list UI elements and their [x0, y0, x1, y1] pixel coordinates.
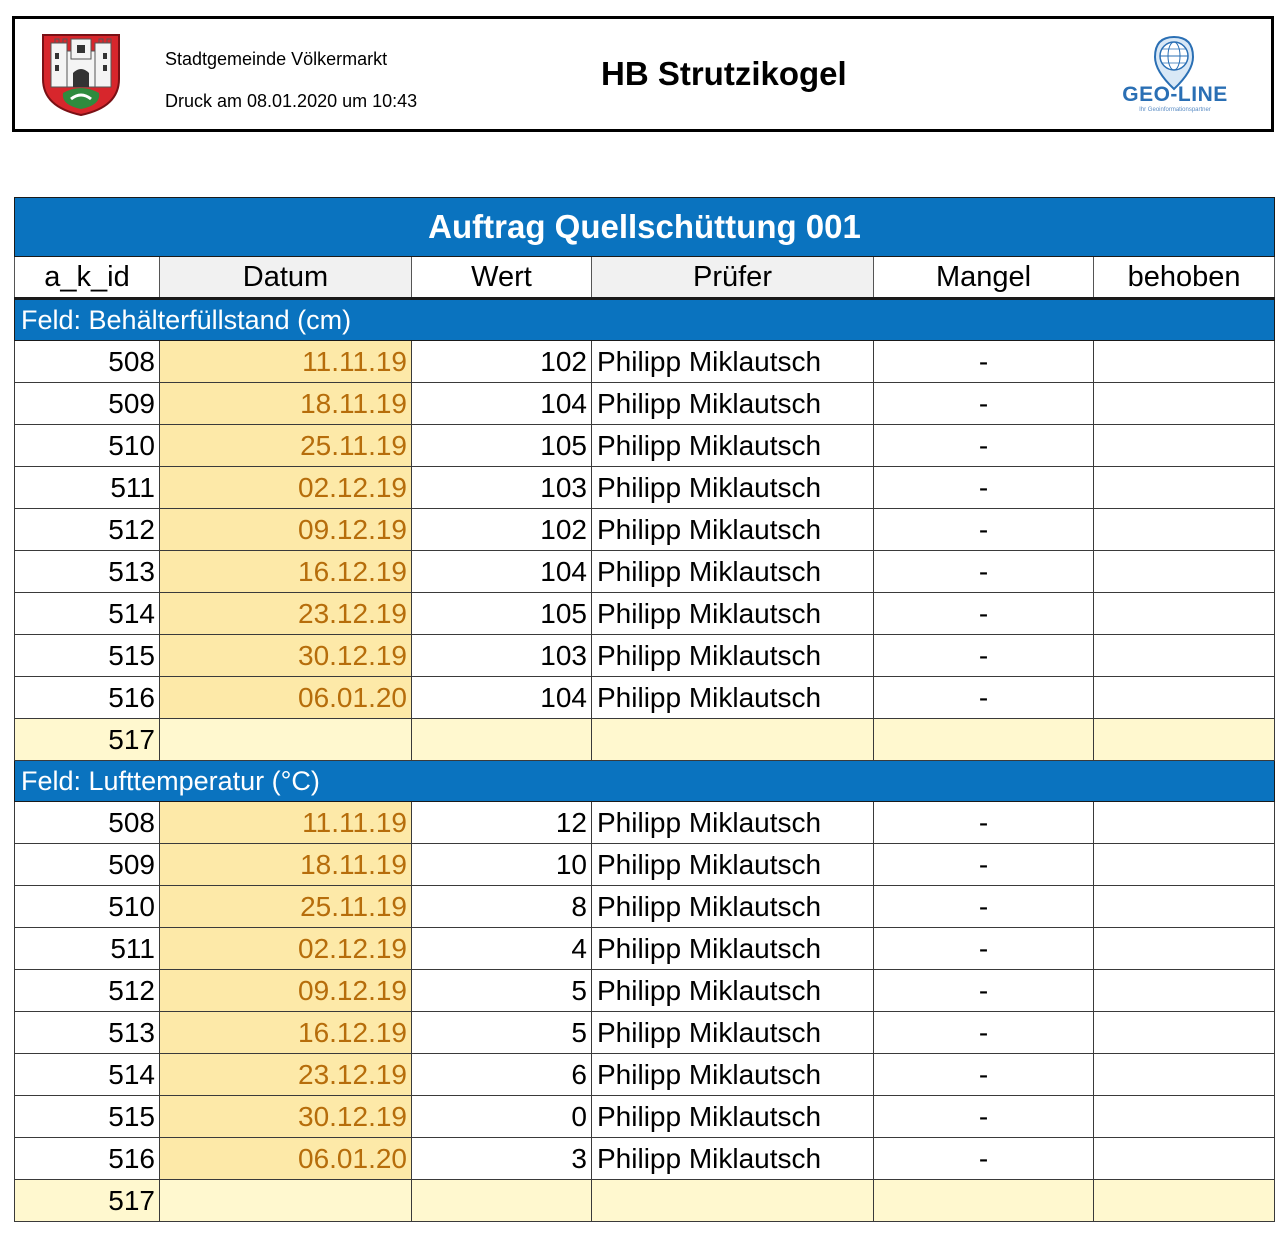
table-row: [15, 341, 1275, 383]
cell-defect: -: [874, 1054, 1094, 1096]
cell-date: [160, 719, 412, 761]
table-row: [15, 425, 1275, 467]
table-row: [15, 467, 1275, 509]
cell-fixed: [1094, 928, 1275, 970]
cell-inspector: Philipp Miklautsch: [592, 886, 874, 928]
cell-fixed: [1094, 509, 1275, 551]
cell-fixed: [1094, 425, 1275, 467]
cell-defect: -: [874, 593, 1094, 635]
cell-value: 104: [412, 677, 592, 719]
cell-fixed: [1094, 1180, 1275, 1222]
logo-tagline: Ihr Geoinformationspartner: [1139, 107, 1211, 113]
cell-value: 105: [412, 425, 592, 467]
cell-id: 510: [15, 425, 160, 467]
table-row: [15, 970, 1275, 1012]
cell-fixed: [1094, 677, 1275, 719]
cell-date: 06.01.20: [160, 677, 412, 719]
cell-id: 516: [15, 1138, 160, 1180]
cell-id: 514: [15, 1054, 160, 1096]
cell-date: 30.12.19: [160, 635, 412, 677]
cell-inspector: Philipp Miklautsch: [592, 383, 874, 425]
cell-inspector: Philipp Miklautsch: [592, 1054, 874, 1096]
cell-value: 102: [412, 341, 592, 383]
cell-fixed: [1094, 719, 1275, 761]
cell-fixed: [1094, 1138, 1275, 1180]
cell-value: 8: [412, 886, 592, 928]
cell-value: 104: [412, 383, 592, 425]
section-label: Feld: Lufttemperatur (°C): [15, 761, 1275, 802]
table-row: [15, 677, 1275, 719]
cell-inspector: Philipp Miklautsch: [592, 677, 874, 719]
coat-of-arms-icon: [41, 33, 121, 117]
cell-inspector: Philipp Miklautsch: [592, 928, 874, 970]
table-row: [15, 1096, 1275, 1138]
cell-id: 512: [15, 509, 160, 551]
cell-date: 02.12.19: [160, 928, 412, 970]
cell-id: 512: [15, 970, 160, 1012]
cell-date: 16.12.19: [160, 551, 412, 593]
cell-date: 09.12.19: [160, 509, 412, 551]
cell-id: 517: [15, 719, 160, 761]
table-body: [15, 299, 1275, 1222]
cell-date: 09.12.19: [160, 970, 412, 1012]
cell-defect: -: [874, 970, 1094, 1012]
section-header-row: [15, 761, 1275, 802]
cell-id: 516: [15, 677, 160, 719]
cell-defect: -: [874, 383, 1094, 425]
column-header-inspector: Prüfer: [592, 257, 874, 299]
table-row: [15, 1180, 1275, 1222]
column-header-date: Datum: [160, 257, 412, 299]
cell-value: 4: [412, 928, 592, 970]
cell-value: 5: [412, 970, 592, 1012]
organization-name: Stadtgemeinde Völkermarkt: [165, 49, 388, 69]
cell-date: 18.11.19: [160, 844, 412, 886]
cell-defect: -: [874, 425, 1094, 467]
inspection-table: [14, 197, 1275, 1222]
table-banner-title: Auftrag Quellschüttung 001: [15, 198, 1275, 257]
table-row: [15, 635, 1275, 677]
cell-inspector: Philipp Miklautsch: [592, 551, 874, 593]
cell-defect: -: [874, 509, 1094, 551]
cell-id: 508: [15, 341, 160, 383]
cell-date: 23.12.19: [160, 1054, 412, 1096]
cell-defect: -: [874, 1096, 1094, 1138]
cell-inspector: Philipp Miklautsch: [592, 970, 874, 1012]
cell-defect: -: [874, 802, 1094, 844]
cell-inspector: Philipp Miklautsch: [592, 593, 874, 635]
cell-id: 510: [15, 886, 160, 928]
cell-fixed: [1094, 341, 1275, 383]
cell-id: 514: [15, 593, 160, 635]
cell-id: 515: [15, 1096, 160, 1138]
cell-date: [160, 1180, 412, 1222]
cell-value: [412, 1180, 592, 1222]
table-row: [15, 1138, 1275, 1180]
print-timestamp: Druck am 08.01.2020 um 10:43: [165, 91, 418, 111]
cell-defect: -: [874, 467, 1094, 509]
cell-fixed: [1094, 1096, 1275, 1138]
cell-defect: [874, 1180, 1094, 1222]
cell-id: 509: [15, 383, 160, 425]
cell-date: 25.11.19: [160, 425, 412, 467]
cell-inspector: Philipp Miklautsch: [592, 1096, 874, 1138]
cell-defect: -: [874, 1012, 1094, 1054]
cell-defect: -: [874, 1138, 1094, 1180]
column-header-value: Wert: [412, 257, 592, 299]
cell-inspector: [592, 1180, 874, 1222]
cell-date: 18.11.19: [160, 383, 412, 425]
table-row: [15, 1054, 1275, 1096]
cell-inspector: Philipp Miklautsch: [592, 467, 874, 509]
cell-defect: -: [874, 551, 1094, 593]
cell-inspector: Philipp Miklautsch: [592, 844, 874, 886]
cell-value: 0: [412, 1096, 592, 1138]
cell-inspector: Philipp Miklautsch: [592, 509, 874, 551]
cell-id: 513: [15, 551, 160, 593]
cell-fixed: [1094, 886, 1275, 928]
cell-fixed: [1094, 1054, 1275, 1096]
cell-inspector: Philipp Miklautsch: [592, 802, 874, 844]
cell-fixed: [1094, 802, 1275, 844]
cell-date: 16.12.19: [160, 1012, 412, 1054]
table-row: [15, 1012, 1275, 1054]
cell-value: 103: [412, 467, 592, 509]
cell-defect: -: [874, 635, 1094, 677]
cell-inspector: [592, 719, 874, 761]
table-row: [15, 928, 1275, 970]
cell-fixed: [1094, 970, 1275, 1012]
cell-id: 517: [15, 1180, 160, 1222]
cell-id: 513: [15, 1012, 160, 1054]
cell-defect: -: [874, 844, 1094, 886]
cell-value: 104: [412, 551, 592, 593]
cell-defect: [874, 719, 1094, 761]
cell-fixed: [1094, 551, 1275, 593]
cell-fixed: [1094, 383, 1275, 425]
table-row: [15, 802, 1275, 844]
cell-fixed: [1094, 1012, 1275, 1054]
cell-date: 25.11.19: [160, 886, 412, 928]
cell-date: 11.11.19: [160, 802, 412, 844]
cell-value: 12: [412, 802, 592, 844]
column-header-row: [15, 257, 1275, 299]
cell-inspector: Philipp Miklautsch: [592, 635, 874, 677]
column-header-defect: Mangel: [874, 257, 1094, 299]
cell-value: [412, 719, 592, 761]
section-label: Feld: Behälterfüllstand (cm): [15, 299, 1275, 341]
cell-value: 103: [412, 635, 592, 677]
column-header-id: a_k_id: [15, 257, 160, 299]
cell-date: 06.01.20: [160, 1138, 412, 1180]
cell-defect: -: [874, 341, 1094, 383]
table-row: [15, 551, 1275, 593]
cell-id: 511: [15, 928, 160, 970]
table-row: [15, 844, 1275, 886]
column-header-fixed: behoben: [1094, 257, 1275, 299]
cell-inspector: Philipp Miklautsch: [592, 425, 874, 467]
table-row: [15, 719, 1275, 761]
cell-value: 105: [412, 593, 592, 635]
cell-inspector: Philipp Miklautsch: [592, 1012, 874, 1054]
cell-date: 11.11.19: [160, 341, 412, 383]
logo-wordmark: GEO-LINE: [1122, 83, 1228, 106]
table-row: [15, 509, 1275, 551]
table-row: [15, 886, 1275, 928]
cell-value: 102: [412, 509, 592, 551]
table-row: [15, 383, 1275, 425]
cell-defect: -: [874, 886, 1094, 928]
cell-value: 5: [412, 1012, 592, 1054]
cell-id: 508: [15, 802, 160, 844]
table-row: [15, 593, 1275, 635]
cell-value: 6: [412, 1054, 592, 1096]
cell-inspector: Philipp Miklautsch: [592, 1138, 874, 1180]
cell-id: 509: [15, 844, 160, 886]
cell-id: 511: [15, 467, 160, 509]
cell-defect: -: [874, 677, 1094, 719]
section-header-row: [15, 299, 1275, 341]
cell-value: 3: [412, 1138, 592, 1180]
cell-value: 10: [412, 844, 592, 886]
cell-date: 23.12.19: [160, 593, 412, 635]
cell-fixed: [1094, 593, 1275, 635]
cell-fixed: [1094, 635, 1275, 677]
table-banner-row: [15, 198, 1275, 257]
document-header: [12, 16, 1274, 132]
cell-date: 30.12.19: [160, 1096, 412, 1138]
cell-date: 02.12.19: [160, 467, 412, 509]
cell-fixed: [1094, 844, 1275, 886]
cell-defect: -: [874, 928, 1094, 970]
cell-id: 515: [15, 635, 160, 677]
page-title: HB Strutzikogel: [601, 55, 847, 92]
cell-fixed: [1094, 467, 1275, 509]
cell-inspector: Philipp Miklautsch: [592, 341, 874, 383]
